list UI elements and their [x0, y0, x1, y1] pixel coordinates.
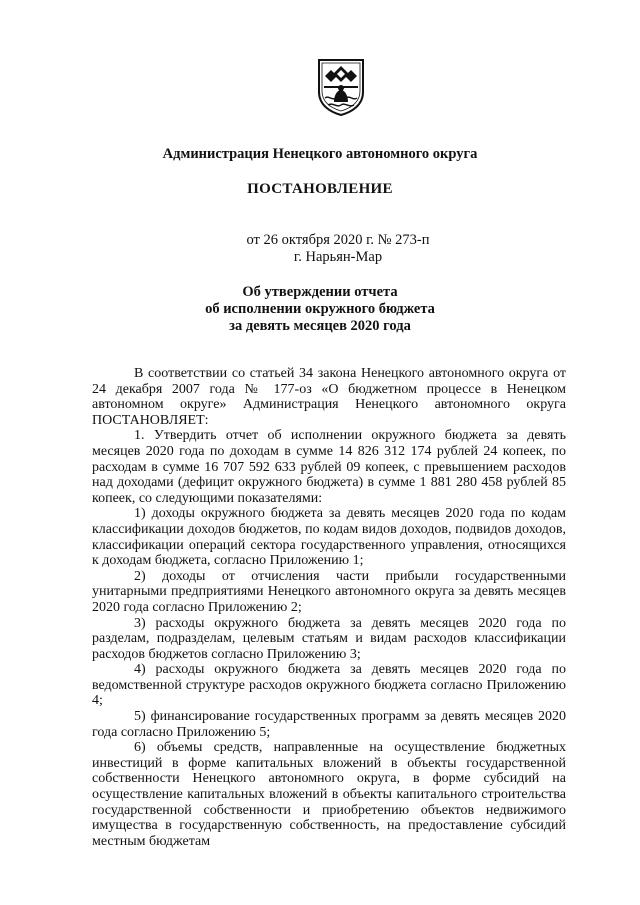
organization-name: Администрация Ненецкого автономного округа: [162, 146, 478, 162]
coat-of-arms-icon: [316, 58, 366, 116]
paragraph-preamble: В соответствии со статьей 34 закона Ненецкого автономного округа от 24 декабря 2007 года № 177-оз «О бюджетном процессе в Ненецком автономном округе» Администрация Ненецкого автономного округа ПОСТАНОВЛЯЕТ:: [92, 366, 566, 428]
paragraph-item-1: 1. Утвердить отчет об исполнении окружного бюджета за девять месяцев 2020 года по доходам в сумме 14 826 312 174 рублей 24 копеек, по расходам в сумме 16 707 592 633 рублей 09 копеек, с превышением расходов над доходами (дефицит окружного бюджета) в сумме 1 881 280 458 рублей 85 копеек, со следующими показателями:: [92, 428, 566, 506]
title-line-1: Об утверждении отчета: [242, 284, 398, 300]
paragraph-subitem-4: 4) расходы окружного бюджета за девять месяцев 2020 года по ведомственной структуре расходов окружного бюджета согласно Приложению 4;: [92, 662, 566, 709]
title-line-3: за девять месяцев 2020 года: [229, 318, 411, 334]
paragraph-subitem-2: 2) доходы от отчисления части прибыли государственными унитарными предприятиями Ненецкого автономного округа за девять месяцев 2020 года согласно Приложению 2;: [92, 568, 566, 615]
document-city: г. Нарьян-Мар: [293, 249, 383, 265]
paragraph-subitem-3: 3) расходы окружного бюджета за девять месяцев 2020 года по разделам, подразделам, целевым статьям и видам расходов классификации расходов бюджетов согласно Приложению 3;: [92, 615, 566, 662]
paragraph-subitem-5: 5) финансирование государственных программ за девять месяцев 2020 года согласно Приложению 5;: [92, 709, 566, 740]
paragraph-subitem-1: 1) доходы окружного бюджета за девять месяцев 2020 года по кодам классификации доходов бюджетов, по кодам видов доходов, подвидов доходов, классификации операций сектора государственного управления, относящихся к доходам бюджета, согласно Приложению 1;: [92, 506, 566, 569]
document-date: от 26 октября 2020 г. № 273-п: [246, 232, 430, 248]
document-body: [92, 366, 566, 849]
paragraph-subitem-6: 6) объемы средств, направленные на осуществление бюджетных инвестиций в форме капитальных вложений в объекты государственной собственности Ненецкого автономного округа, в форме субсидий на осуществление капитальных вложений в объекты капитального строительства государственной собственности и приобретению объектов недвижимого имущества в государственную собственность, на предоставление субсидий местным бюджетам: [92, 740, 566, 849]
title-line-2: об исполнении окружного бюджета: [205, 301, 435, 317]
document-type: ПОСТАНОВЛЕНИЕ: [247, 181, 393, 197]
